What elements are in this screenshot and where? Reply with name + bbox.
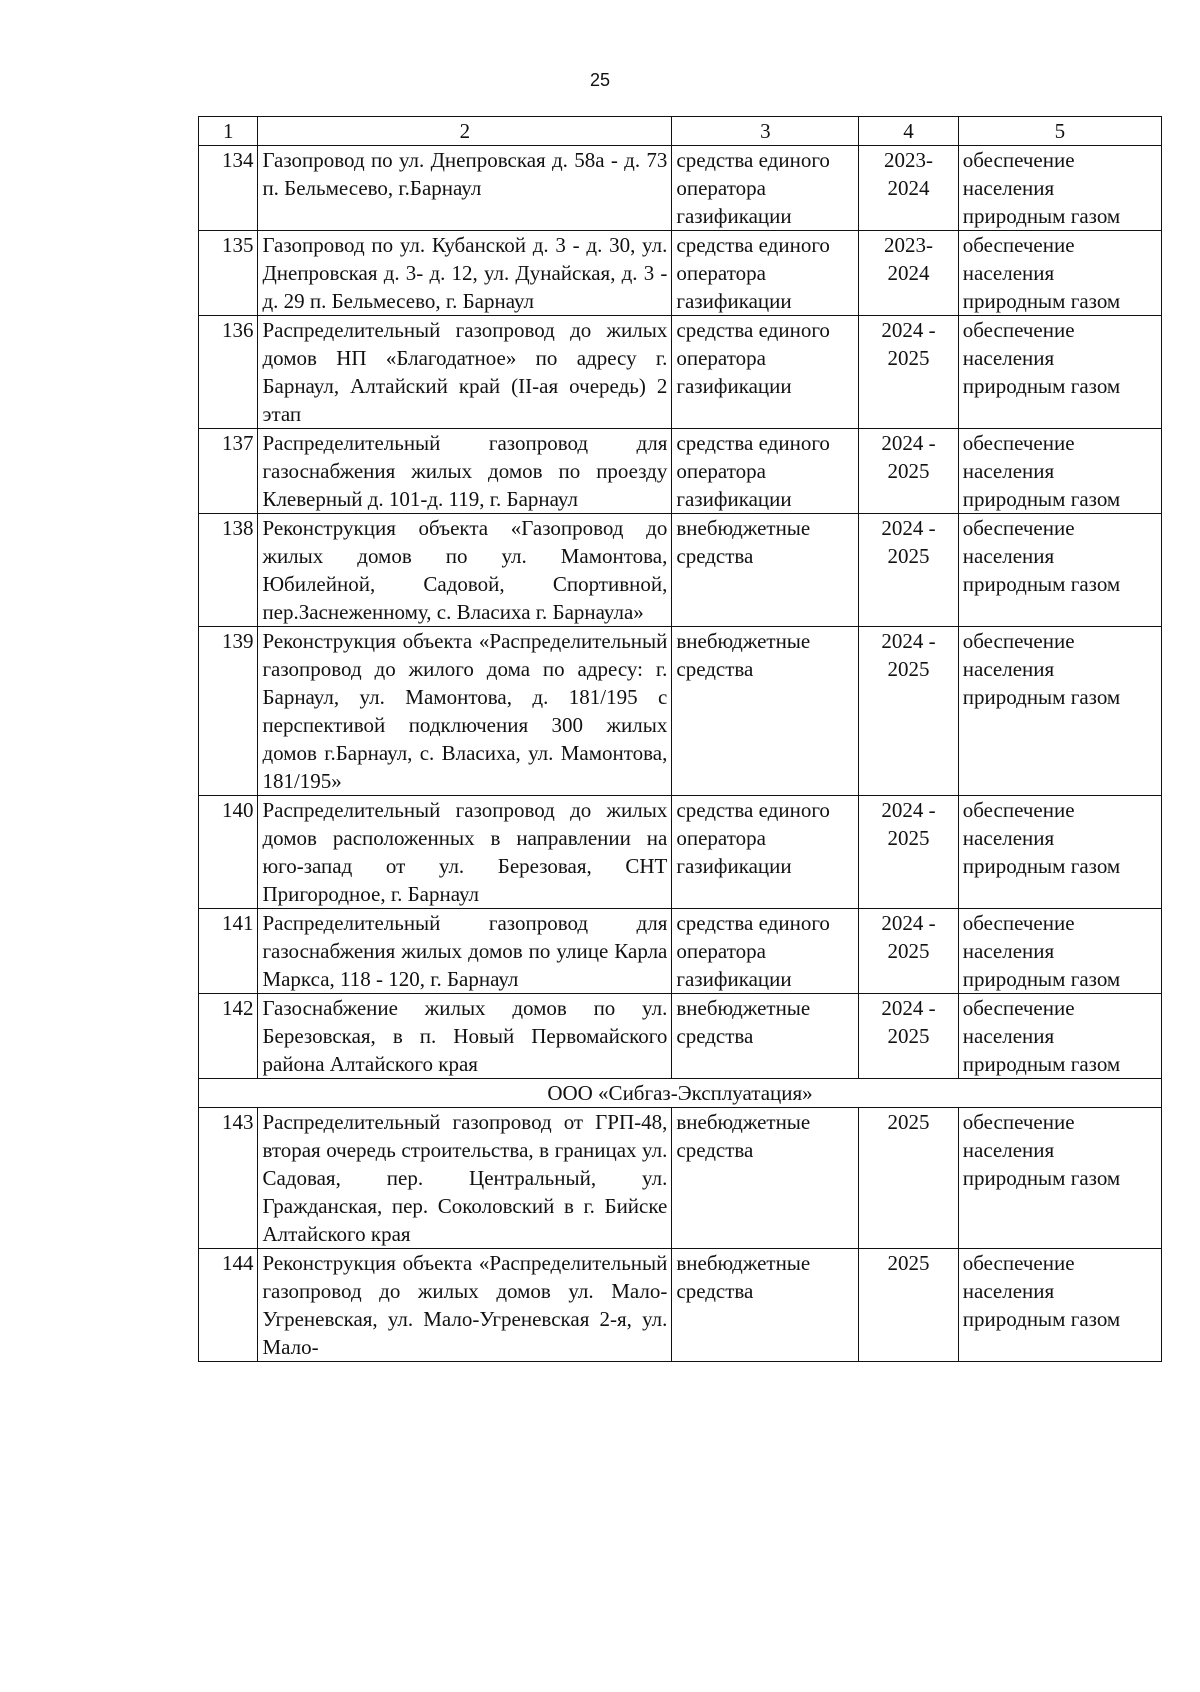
- object-name: Распределительный газопровод до жилых домов расположенных в направлении на юго-запад от ул. Березовая, СНТ Пригородное, г. Барнаул: [258, 796, 672, 909]
- period: 2024 - 2025: [859, 994, 958, 1079]
- object-name: Распределительный газопровод для газоснабжения жилых домов по улице Карла Маркса, 118 - 120, г. Барнаул: [258, 909, 672, 994]
- row-number: 134: [199, 146, 258, 231]
- row-number: 135: [199, 231, 258, 316]
- table-row: [199, 796, 1162, 909]
- period: 2024 - 2025: [859, 514, 958, 627]
- period: 2024 - 2025: [859, 909, 958, 994]
- row-number: 139: [199, 627, 258, 796]
- period: 2024 - 2025: [859, 796, 958, 909]
- funding-source: средства единого оператора газификации: [672, 429, 859, 514]
- purpose: обеспечение населения природным газом: [958, 316, 1161, 429]
- period: 2025: [859, 1108, 958, 1249]
- period: 2024 - 2025: [859, 316, 958, 429]
- purpose: обеспечение населения природным газом: [958, 1249, 1161, 1362]
- row-number: 137: [199, 429, 258, 514]
- purpose: обеспечение населения природным газом: [958, 627, 1161, 796]
- period: 2024 - 2025: [859, 627, 958, 796]
- period: 2025: [859, 1249, 958, 1362]
- table-row: [199, 316, 1162, 429]
- purpose: обеспечение населения природным газом: [958, 909, 1161, 994]
- section-title: ООО «Сибгаз-Эксплуатация»: [199, 1079, 1162, 1108]
- object-name: Распределительный газопровод для газоснабжения жилых домов по проезду Клеверный д. 101-д. 119, г. Барнаул: [258, 429, 672, 514]
- purpose: обеспечение населения природным газом: [958, 994, 1161, 1079]
- funding-source: внебюджетные средства: [672, 994, 859, 1079]
- page-number: 25: [589, 70, 611, 90]
- table-row: [199, 429, 1162, 514]
- header-cell-1: 1: [199, 117, 258, 146]
- funding-source: средства единого оператора газификации: [672, 231, 859, 316]
- object-name: Распределительный газопровод от ГРП-48, вторая очередь строительства, в границах ул. Садовая, пер. Центральный, ул. Гражданская, пер. Соколовский в г. Бийске Алтайского края: [258, 1108, 672, 1249]
- funding-source: внебюджетные средства: [672, 1108, 859, 1249]
- table-row: [199, 1108, 1162, 1249]
- funding-source: внебюджетные средства: [672, 627, 859, 796]
- object-name: Газоснабжение жилых домов по ул. Березовская, в п. Новый Первомайского района Алтайского края: [258, 994, 672, 1079]
- table-row: [199, 909, 1162, 994]
- object-name: Реконструкция объекта «Газопровод до жилых домов по ул. Мамонтова, Юбилейной, Садовой, Спортивной, пер.Заснеженному, с. Власиха г. Барнаула»: [258, 514, 672, 627]
- header-cell-4: 4: [859, 117, 958, 146]
- purpose: обеспечение населения природным газом: [958, 514, 1161, 627]
- row-number: 136: [199, 316, 258, 429]
- purpose: обеспечение населения природным газом: [958, 429, 1161, 514]
- header-cell-5: 5: [958, 117, 1161, 146]
- table-row: [199, 1249, 1162, 1362]
- table-body: [199, 117, 1162, 1362]
- row-number: 143: [199, 1108, 258, 1249]
- table-row: [199, 231, 1162, 316]
- row-number: 140: [199, 796, 258, 909]
- purpose: обеспечение населения природным газом: [958, 231, 1161, 316]
- row-number: 144: [199, 1249, 258, 1362]
- funding-source: средства единого оператора газификации: [672, 316, 859, 429]
- header-row: [199, 117, 1162, 146]
- purpose: обеспечение населения природным газом: [958, 1108, 1161, 1249]
- table-row: [199, 146, 1162, 231]
- object-name: Газопровод по ул. Днепровская д. 58а - д. 73 п. Бельмесево, г.Барнаул: [258, 146, 672, 231]
- section-row: [199, 1079, 1162, 1108]
- period: 2023-2024: [859, 146, 958, 231]
- table-row: [199, 994, 1162, 1079]
- row-number: 142: [199, 994, 258, 1079]
- purpose: обеспечение населения природным газом: [958, 796, 1161, 909]
- table-row: [199, 514, 1162, 627]
- funding-source: средства единого оператора газификации: [672, 796, 859, 909]
- object-name: Газопровод по ул. Кубанской д. 3 - д. 30, ул. Днепровская д. 3- д. 12, ул. Дунайская, д. 3 - д. 29 п. Бельмесево, г. Барнаул: [258, 231, 672, 316]
- object-name: Распределительный газопровод до жилых домов НП «Благодатное» по адресу г. Барнаул, Алтайский край (II-ая очередь) 2 этап: [258, 316, 672, 429]
- purpose: обеспечение населения природным газом: [958, 146, 1161, 231]
- header-cell-2: 2: [258, 117, 672, 146]
- object-name: Реконструкция объекта «Распределительный газопровод до жилых домов ул. Мало-Угреневская, ул. Мало-Угреневская 2-я, ул. Мало-: [258, 1249, 672, 1362]
- funding-source: внебюджетные средства: [672, 514, 859, 627]
- period: 2024 - 2025: [859, 429, 958, 514]
- row-number: 138: [199, 514, 258, 627]
- row-number: 141: [199, 909, 258, 994]
- objects-table: [198, 116, 1162, 1362]
- funding-source: средства единого оператора газификации: [672, 909, 859, 994]
- funding-source: средства единого оператора газификации: [672, 146, 859, 231]
- object-name: Реконструкция объекта «Распределительный газопровод до жилого дома по адресу: г. Барнаул, ул. Мамонтова, д. 181/195 с перспективой подключения 300 жилых домов г.Барнаул, с. Власиха, ул. Мамонтова, 181/195»: [258, 627, 672, 796]
- period: 2023-2024: [859, 231, 958, 316]
- header-cell-3: 3: [672, 117, 859, 146]
- funding-source: внебюджетные средства: [672, 1249, 859, 1362]
- table-row: [199, 627, 1162, 796]
